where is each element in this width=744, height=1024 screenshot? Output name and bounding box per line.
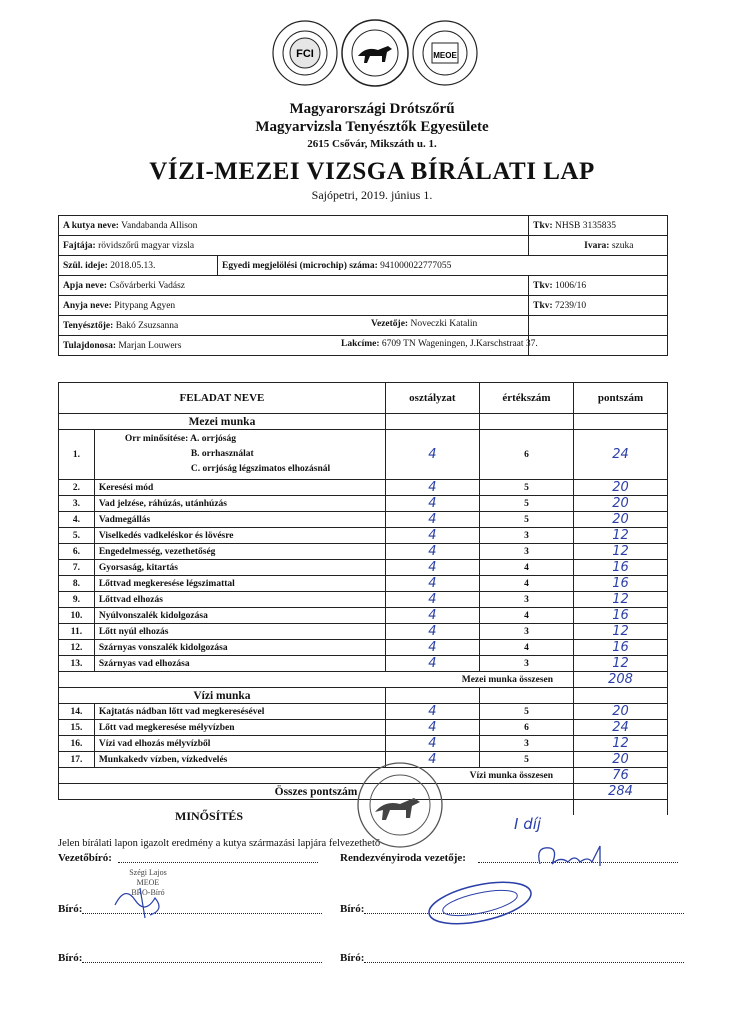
task-name: Keresési mód — [94, 480, 385, 496]
score-table — [58, 382, 668, 815]
row-number: 13. — [59, 656, 95, 672]
col-header-grade: osztályzat — [385, 383, 479, 414]
dam-tkv: 7239/10 — [555, 300, 587, 311]
row-number: 17. — [59, 752, 95, 768]
value-cell: 3 — [479, 624, 573, 640]
grade-cell: 4 — [385, 752, 479, 768]
dog-name: Vandabanda Allison — [121, 220, 198, 231]
value-cell: 4 — [479, 640, 573, 656]
points-cell: 20 — [574, 704, 668, 720]
points-cell: 12 — [574, 528, 668, 544]
table-row — [59, 704, 668, 720]
value-cell: 4 — [479, 576, 573, 592]
col-header-task: FELADAT NEVE — [59, 383, 386, 414]
table-row — [59, 656, 668, 672]
grade-cell: 4 — [385, 560, 479, 576]
dog-tkv: NHSB 3135835 — [555, 220, 617, 231]
dam-name: Pitypang Agyen — [114, 300, 176, 311]
grade-cell: 4 — [385, 512, 479, 528]
row-number: 15. — [59, 720, 95, 736]
row-number: 3. — [59, 496, 95, 512]
logo-row — [270, 14, 480, 94]
points-cell: 20 — [574, 480, 668, 496]
points-cell: 24 — [574, 430, 668, 480]
row-number: 5. — [59, 528, 95, 544]
organizer-stamp — [420, 878, 540, 928]
grade-cell: 4 — [385, 608, 479, 624]
task-name: Kajtatás nádban lőtt vad megkeresésével — [94, 704, 385, 720]
judge-line-4 — [364, 962, 684, 963]
row-number: 8. — [59, 576, 95, 592]
row-number: 7. — [59, 560, 95, 576]
judge-label-1: Bíró: — [58, 903, 83, 915]
value-cell: 3 — [479, 528, 573, 544]
meoe-logo — [410, 18, 480, 88]
chief-judge-stamp: Szégi Lajos MEOE BRO-Bíró — [129, 868, 167, 897]
page-title: VÍZI-MEZEI VIZSGA BÍRÁLATI LAP — [149, 158, 595, 185]
task-name: Gyorsaság, kitartás — [94, 560, 385, 576]
org-address: 2615 Csővár, Mikszáth u. 1. — [307, 138, 437, 150]
org-name-line2: Magyarvizsla Tenyésztők Egyesülete — [255, 119, 489, 135]
task-name: Viselkedés vadkeléskor és lövésre — [94, 528, 385, 544]
table-row — [59, 496, 668, 512]
row-number: 9. — [59, 592, 95, 608]
rating-value: I díj — [514, 815, 542, 833]
grade-cell: 4 — [385, 592, 479, 608]
grade-cell: 4 — [385, 544, 479, 560]
grade-cell: 4 — [385, 430, 479, 480]
owner: Marjan Louwers — [118, 340, 182, 351]
row-number: 16. — [59, 736, 95, 752]
dog-info-table: A kutya neve: Vandabanda Allison Tkv: NHSB 3135835 Fajtája: rövidszőrű magyar vizsla Ivara: szuka Szül. ideje: 2018.05.13. Egyedi megjelölési (microchip) száma: 941000022777055 Apja neve: Csővárberki Vadász Tkv: 1006/16 Anyja neve: Pitypang Agyen Tkv: 7239/10 Tenyésztője: Bakó Zsuzsanna Vezetője: Noveczki Katalin Tulajdonosa: Marjan Louwers Lakcíme: 6709 TN Wageningen, J.Karschstraat 37. — [58, 215, 668, 356]
table-row — [59, 608, 668, 624]
table-row — [59, 528, 668, 544]
table-row — [59, 592, 668, 608]
table-row — [59, 720, 668, 736]
value-cell: 3 — [479, 656, 573, 672]
col-header-points: pontszám — [574, 383, 668, 414]
sire-tkv: 1006/16 — [555, 280, 587, 291]
points-cell: 12 — [574, 656, 668, 672]
table-row: 1. Orr minősítése: A. orrjóság B. orrhasználat C. orrjóság légszimatos elhozásnál 4 6 24 — [59, 430, 668, 480]
row-number: 12. — [59, 640, 95, 656]
table-row — [59, 512, 668, 528]
grade-cell: 4 — [385, 480, 479, 496]
field-total-label: Mezei munka összesen — [59, 672, 574, 688]
points-cell: 24 — [574, 720, 668, 736]
sire-name: Csővárberki Vadász — [109, 280, 185, 291]
task-name: Vízi vad elhozás mélyvízből — [94, 736, 385, 752]
value-cell: 5 — [479, 496, 573, 512]
task-name: Nyúlvonszalék kidolgozása — [94, 608, 385, 624]
place-date: Sajópetri, 2019. június 1. — [311, 188, 433, 202]
grade-cell: 4 — [385, 624, 479, 640]
row-number: 2. — [59, 480, 95, 496]
grade-cell: 4 — [385, 720, 479, 736]
task-name: Lőtt vad megkeresése mélyvízben — [94, 720, 385, 736]
table-row — [59, 640, 668, 656]
points-cell: 16 — [574, 576, 668, 592]
grade-cell: 4 — [385, 704, 479, 720]
task-name: Szárnyas vad elhozása — [94, 656, 385, 672]
chief-judge-line — [118, 862, 318, 863]
points-cell: 12 — [574, 544, 668, 560]
points-cell: 12 — [574, 624, 668, 640]
table-row — [59, 624, 668, 640]
judge-label-3: Bíró: — [58, 952, 83, 964]
value-cell: 5 — [479, 480, 573, 496]
dog-dob: 2018.05.13. — [110, 260, 156, 271]
value-cell: 3 — [479, 736, 573, 752]
table-row — [59, 544, 668, 560]
points-cell: 12 — [574, 592, 668, 608]
org-name-line1: Magyarországi Drótszőrű — [289, 101, 455, 117]
validity-note: Jelen bírálati lapon igazolt eredmény a kutya származási lapjára felvezethető — [58, 838, 381, 849]
points-cell: 20 — [574, 496, 668, 512]
points-cell: 16 — [574, 608, 668, 624]
task-name: Szárnyas vonszalék kidolgozása — [94, 640, 385, 656]
points-cell: 12 — [574, 736, 668, 752]
field-total-value: 208 — [574, 672, 668, 688]
col-header-value: értékszám — [479, 383, 573, 414]
club-stamp — [340, 760, 460, 850]
table-row — [59, 480, 668, 496]
row-number: 6. — [59, 544, 95, 560]
row-number: 11. — [59, 624, 95, 640]
points-cell: 16 — [574, 640, 668, 656]
judge-label-2: Bíró: — [340, 903, 365, 915]
task-name: Munkakedv vízben, vízkedvelés — [94, 752, 385, 768]
value-cell: 3 — [479, 544, 573, 560]
judge-line-3 — [82, 962, 322, 963]
chief-judge-label: Vezetőbíró: — [58, 852, 112, 864]
row-number: 10. — [59, 608, 95, 624]
task-name: Lőttvad megkeresése légszimattal — [94, 576, 385, 592]
task-name: Engedelmesség, vezethetőség — [94, 544, 385, 560]
water-total-value: 76 — [574, 768, 668, 784]
handler: Noveczki Katalin — [410, 319, 478, 329]
svg-text:MEOE: MEOE — [433, 51, 457, 60]
section-water: Vízi munka — [59, 688, 386, 704]
value-cell: 5 — [479, 704, 573, 720]
points-cell: 16 — [574, 560, 668, 576]
value-cell: 5 — [479, 752, 573, 768]
grade-cell: 4 — [385, 528, 479, 544]
value-cell: 3 — [479, 592, 573, 608]
grade-cell: 4 — [385, 640, 479, 656]
club-logo — [340, 18, 410, 88]
task-name: Lőtt nyúl elhozás — [94, 624, 385, 640]
breeder: Bakó Zsuzsanna — [115, 320, 179, 331]
grade-cell: 4 — [385, 576, 479, 592]
grand-total-value: 284 — [574, 784, 668, 800]
dog-breed: rövidszőrű magyar vizsla — [98, 240, 195, 251]
dog-chip: 941000022777055 — [380, 260, 452, 271]
table-row — [59, 576, 668, 592]
grand-total-label: Összes pontszám — [59, 784, 574, 800]
grade-cell: 4 — [385, 736, 479, 752]
dog-sex: szuka — [611, 240, 634, 251]
value-cell: 4 — [479, 608, 573, 624]
task-name: Vad jelzése, ráhúzás, utánhúzás — [94, 496, 385, 512]
section-field: Mezei munka — [59, 414, 386, 430]
task-name: Vadmegállás — [94, 512, 385, 528]
value-cell: 5 — [479, 512, 573, 528]
task-name: Lőttvad elhozás — [94, 592, 385, 608]
value-cell: 6 — [479, 720, 573, 736]
owner-address: 6709 TN Wageningen, J.Karschstraat 37. — [381, 339, 538, 349]
organizer-label: Rendezvényiroda vezetője: — [340, 852, 466, 864]
grade-cell: 4 — [385, 656, 479, 672]
value-cell: 4 — [479, 560, 573, 576]
table-row — [59, 736, 668, 752]
svg-text:FCI: FCI — [296, 48, 314, 60]
judge-signature-1 — [110, 880, 190, 920]
water-total-label: Vízi munka összesen — [59, 768, 574, 784]
judge-label-4: Bíró: — [340, 952, 365, 964]
fci-logo — [270, 18, 340, 88]
organizer-signature — [530, 836, 620, 876]
points-cell: 20 — [574, 752, 668, 768]
table-row — [59, 560, 668, 576]
grade-cell: 4 — [385, 496, 479, 512]
points-cell: 20 — [574, 512, 668, 528]
rating-label: MINŐSÍTÉS — [175, 809, 244, 823]
row-number: 4. — [59, 512, 95, 528]
field-total — [59, 672, 668, 688]
row-number: 14. — [59, 704, 95, 720]
